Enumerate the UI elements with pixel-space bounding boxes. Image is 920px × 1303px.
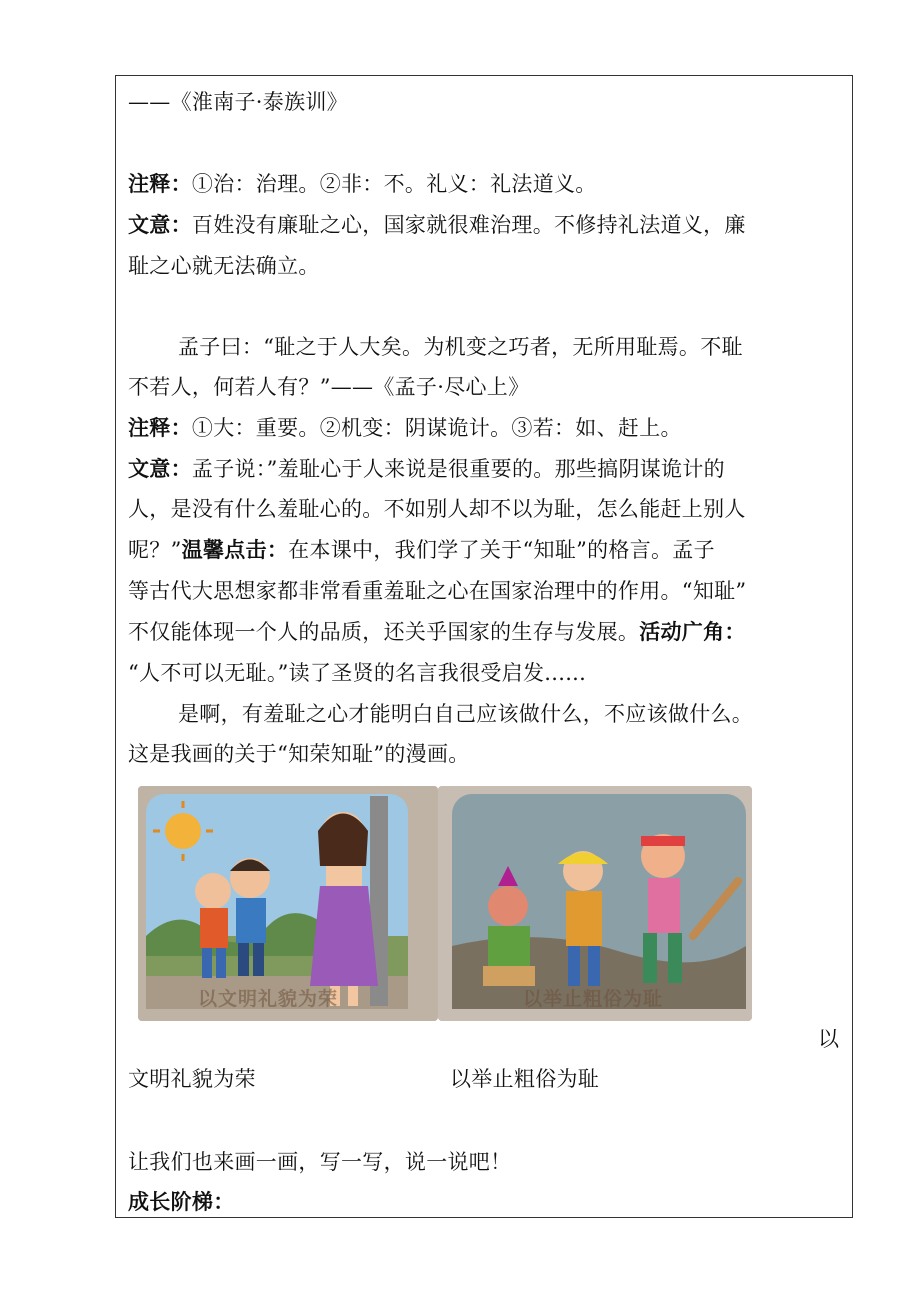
activity-label: 活动广角： <box>639 619 746 644</box>
note-1-text: ①治：治理。②非：不。礼义：礼法道义。 <box>191 172 597 196</box>
note-2 <box>128 414 682 442</box>
meaning-2-line-3 <box>128 536 715 564</box>
note-2-text: ①大：重要。②机变：阴谋诡计。③若：如、赶上。 <box>191 416 682 440</box>
reflection-line-1: 是啊，有羞耻之心才能明白自己应该做什么，不应该做什么。 <box>178 702 754 726</box>
tip-label: 温馨点击： <box>181 537 289 562</box>
note-2-label: 注释： <box>128 415 192 440</box>
meaning-2-text-1: 孟子说：”羞耻心于人来说是很重要的。那些搞阴谋诡计的 <box>191 457 725 481</box>
mencius-line-1: 孟子曰：“耻之于人大矣。为机变之巧者，无所用耻焉。不耻 <box>178 335 743 359</box>
comic-polite <box>138 786 438 1021</box>
meaning-2-line-5 <box>128 618 746 646</box>
meaning-2-line-6: “人不可以无耻。”读了圣贤的名言我很受启发...... <box>128 661 587 685</box>
meaning-2-text-3b: 在本课中，我们学了关于“知耻”的格言。孟子 <box>288 538 715 562</box>
meaning-2-line-4: 等古代大思想家都非常看重羞耻之心在国家治理中的作用。“知耻” <box>128 579 747 603</box>
meaning-2-line-2: 人，是没有什么羞耻心的。不如别人却不以为耻，怎么能赶上别人 <box>128 497 746 521</box>
stray-caption-char: 以 <box>818 1027 840 1051</box>
comic-right-overlay-text: 以举止粗俗为耻 <box>523 988 664 1010</box>
caption-right: 以举止粗俗为耻 <box>450 1067 600 1091</box>
meaning-2-text-3a: 呢？” <box>128 538 182 562</box>
comic-rude <box>438 786 752 1021</box>
meaning-1-text-1: 百姓没有廉耻之心，国家就很难治理。不修持礼法道义，廉 <box>191 213 746 237</box>
meaning-2-label: 文意： <box>128 456 192 481</box>
source-line: ——《淮南子·泰族训》 <box>128 90 348 114</box>
meaning-1-line-2: 耻之心就无法确立。 <box>128 254 320 278</box>
reflection-line-2: 这是我画的关于“知荣知耻”的漫画。 <box>128 742 470 766</box>
closing-line: 让我们也来画一画，写一写，说一说吧！ <box>128 1150 512 1174</box>
meaning-1-line-1 <box>128 211 746 239</box>
note-1-label: 注释： <box>128 171 192 196</box>
note-1 <box>128 170 597 198</box>
comic-left-overlay-text: 以文明礼貌为荣 <box>198 988 339 1010</box>
sun-icon <box>165 813 201 849</box>
meaning-2-text-5: 不仅能体现一个人的品质，还关乎国家的生存与发展。 <box>128 620 640 644</box>
meaning-1-label: 文意： <box>128 212 192 237</box>
content-frame <box>115 75 853 1218</box>
mencius-line-2: 不若人，何若人有？”——《孟子·尽心上》 <box>128 375 530 399</box>
growth-label: 成长阶梯： <box>128 1189 235 1214</box>
caption-left: 文明礼貌为荣 <box>128 1067 256 1091</box>
meaning-2-line-1 <box>128 455 725 483</box>
